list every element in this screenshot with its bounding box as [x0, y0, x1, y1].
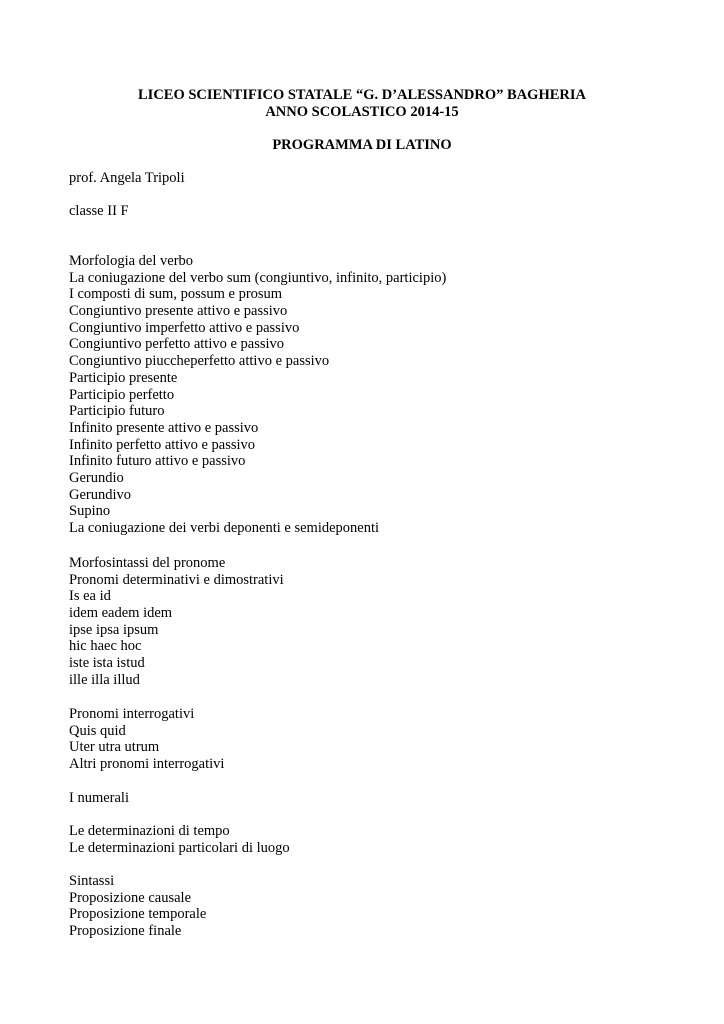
section-numerali	[69, 790, 129, 807]
list-item: Le determinazioni di tempo	[69, 823, 230, 839]
section-heading: Sintassi	[69, 873, 115, 889]
list-item: Congiuntivo presente attivo e passivo	[69, 303, 288, 320]
program-title: PROGRAMMA DI LATINO	[272, 137, 452, 153]
section-determinazioni	[69, 823, 290, 856]
list-item: Infinito futuro attivo e passivo	[69, 453, 246, 470]
list-item: Proposizione finale	[69, 923, 182, 940]
list-item: Congiuntivo perfetto attivo e passivo	[69, 336, 285, 353]
class-block	[69, 203, 129, 220]
list-item: hic haec hoc	[69, 638, 142, 655]
section-interrogativi	[69, 706, 224, 773]
school-name: LICEO SCIENTIFICO STATALE “G. D’ALESSANDRO” BAGHERIA	[138, 87, 586, 103]
list-item: Participio futuro	[69, 403, 165, 420]
list-item: ipse ipsa ipsum	[69, 621, 159, 638]
list-item: Proposizione causale	[69, 889, 192, 906]
section-heading: Pronomi interrogativi	[69, 706, 195, 722]
section-heading: I numerali	[69, 790, 129, 806]
list-item: Gerundio	[69, 469, 124, 486]
list-item: Proposizione temporale	[69, 906, 207, 923]
list-item: I composti di sum, possum e prosum	[69, 286, 283, 303]
class-name: classe II F	[69, 203, 129, 219]
list-item: Altri pronomi interrogativi	[69, 756, 225, 773]
program-title-block	[0, 137, 724, 154]
list-item: Gerundivo	[69, 486, 132, 503]
list-item: idem eadem idem	[69, 605, 173, 622]
list-item: La coniugazione dei verbi deponenti e semideponenti	[69, 520, 380, 536]
section-pronome	[69, 555, 284, 689]
list-item: Participio perfetto	[69, 386, 175, 403]
list-item: Supino	[69, 503, 111, 520]
section-heading: Morfologia del verbo	[69, 253, 194, 269]
list-item: Congiuntivo piuccheperfetto attivo e passivo	[69, 353, 330, 370]
list-item: La coniugazione del verbo sum (congiuntivo, infinito, participio)	[69, 269, 447, 286]
list-item: Quis quid	[69, 722, 126, 739]
section-verbo	[69, 253, 446, 537]
section-sintassi	[69, 873, 206, 940]
teacher-name: prof. Angela Tripoli	[69, 170, 185, 186]
school-year: ANNO SCOLASTICO 2014-15	[265, 103, 459, 120]
list-item: Infinito presente attivo e passivo	[69, 419, 259, 436]
list-item: Participio presente	[69, 369, 178, 386]
list-item: Pronomi determinativi e dimostrativi	[69, 571, 284, 588]
list-item: Congiuntivo imperfetto attivo e passivo	[69, 319, 300, 336]
document-header	[0, 87, 724, 120]
list-item: Infinito perfetto attivo e passivo	[69, 436, 256, 453]
list-item: ille illa illud	[69, 671, 140, 688]
list-item: iste ista istud	[69, 655, 145, 672]
teacher-block	[69, 170, 185, 187]
list-item: Le determinazioni particolari di luogo	[69, 839, 290, 856]
list-item: Uter utra utrum	[69, 739, 160, 756]
list-item: Is ea id	[69, 588, 111, 605]
section-heading: Morfosintassi del pronome	[69, 555, 226, 571]
